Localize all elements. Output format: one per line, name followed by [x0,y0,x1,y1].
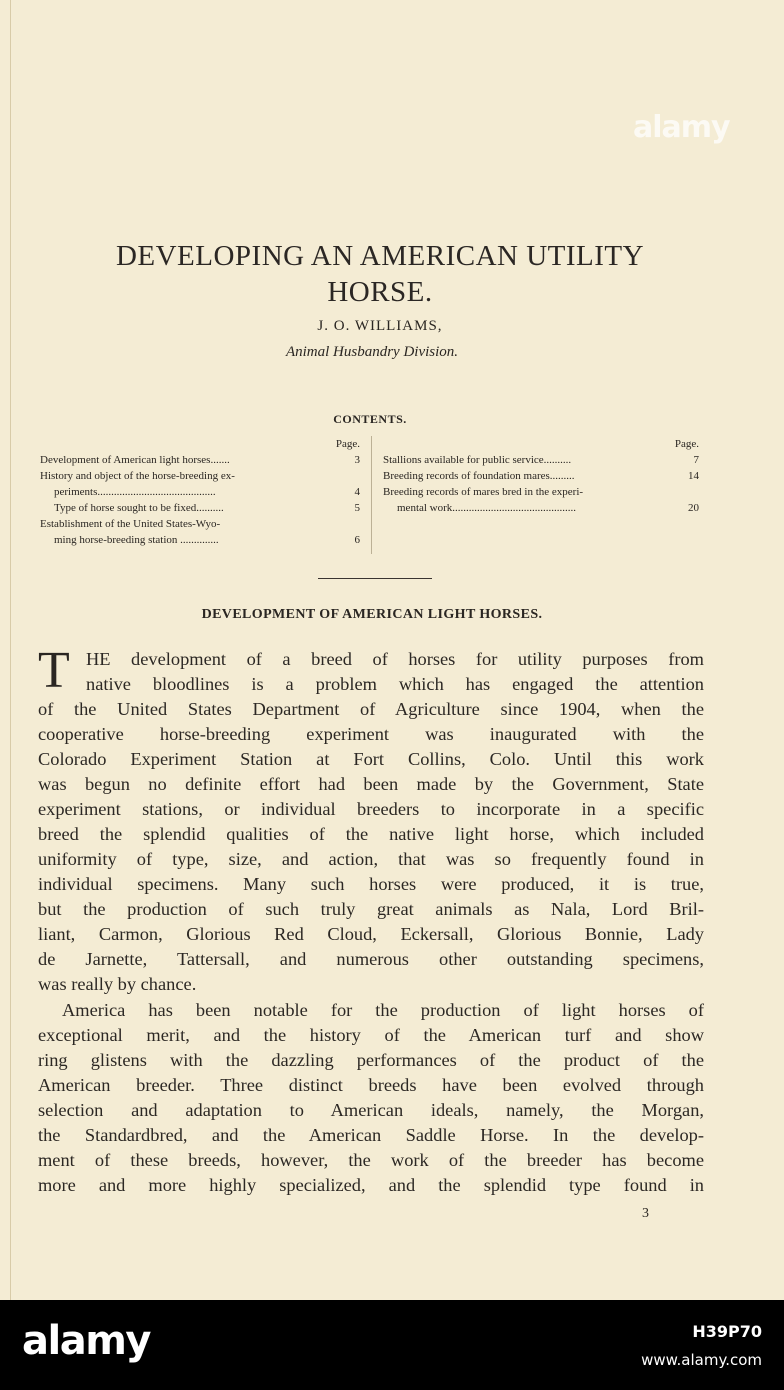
paragraph-line: America has been notable for the production of light horses of [62,1000,704,1020]
toc-right-column [383,436,703,516]
paragraph-line: individual specimens. Many such horses were produced, it is true, [38,874,704,894]
toc-entry [383,484,703,500]
toc-entry-text: mental work............................................. [397,502,577,514]
author-name: J. O. WILLIAMS, [317,318,443,334]
toc-entry [40,500,360,516]
toc-entry-page: 6 [354,534,360,546]
paragraph-line: the Standardbred, and the American Saddle Horse. In the develop- [38,1125,704,1145]
section-heading: DEVELOPMENT OF AMERICAN LIGHT HORSES. [201,607,543,622]
paragraph-line: but the production of such truly great animals as Nala, Lord Bril- [38,899,704,919]
toc-entry-page: 5 [354,502,360,514]
drop-cap: T [38,642,70,699]
toc-entry-text: Development of American light horses....... [40,454,230,466]
toc-entry [40,516,360,532]
toc-left-column [40,436,360,548]
toc-entry-page: 7 [693,454,699,466]
toc-entry [383,452,703,468]
paragraph-line: breed the splendid qualities of the native light horse, which included [38,824,704,844]
paragraph-line: cooperative horse-breeding experiment was inaugurated with the [38,724,704,744]
toc-divider [371,436,372,554]
scan-edge-line [10,0,11,1300]
body-paragraph-2 [38,998,704,1198]
paragraph-line: American breeder. Three distinct breeds have been evolved through [38,1075,704,1095]
paragraph-line: was really by chance. [38,974,197,994]
footer-logo: alamy [22,1318,150,1364]
paragraph-line: of the United States Department of Agriculture since 1904, when the [38,699,704,719]
toc-entry-page: 14 [688,470,699,482]
toc-entry-page: 3 [354,454,360,466]
toc-entry-page: 20 [688,502,699,514]
toc-entry [383,468,703,484]
toc-entry-text: History and object of the horse-breeding ex- [40,470,235,482]
footer-image-id: H39P70 [692,1322,762,1341]
paragraph-line: was begun no definite effort had been made by the Government, State [38,774,704,794]
footer-url: www.alamy.com [641,1351,762,1369]
toc-entry-text: Breeding records of foundation mares......... [383,470,575,482]
toc-entry-text: Stallions available for public service.......... [383,454,572,466]
section-rule [318,578,432,579]
toc-entry [40,484,360,500]
toc-page-header: Page. [335,438,360,450]
toc-entry [40,532,360,548]
author-division: Animal Husbandry Division. [285,344,459,360]
paragraph-line: Colorado Experiment Station at Fort Collins, Colo. Until this work [38,749,704,769]
paragraph-line: more and more highly specialized, and the splendid type found in [38,1175,704,1195]
document-title-line-1: DEVELOPING AN AMERICAN UTILITY [115,240,645,272]
toc-entry-text: Breeding records of mares bred in the experi- [383,486,584,498]
paragraph-line: HE development of a breed of horses for utility purposes from [86,649,704,669]
page-number: 3 [642,1206,649,1221]
toc-entry [383,500,703,516]
toc-entry-text: Type of horse sought to be fixed.......... [54,502,224,514]
body-paragraph-1 [38,642,704,997]
paragraph-line: de Jarnette, Tattersall, and numerous other outstanding specimens, [38,949,704,969]
toc-entry-page: 4 [354,486,360,498]
toc-entry-text: Establishment of the United States-Wyo- [40,518,221,530]
paragraph-line: selection and adaptation to American ideals, namely, the Morgan, [38,1100,704,1120]
watermark-logo: alamy [633,110,730,145]
paragraph-line: exceptional merit, and the history of the American turf and show [38,1025,704,1045]
toc-entry [40,468,360,484]
toc-page-header: Page. [674,438,699,450]
paragraph-line: uniformity of type, size, and action, that was so frequently found in [38,849,704,869]
document-title-line-2: HORSE. [327,276,433,308]
paragraph-line: ring glistens with the dazzling performances of the product of the [38,1050,704,1070]
toc-entry [40,452,360,468]
contents-heading: CONTENTS. [333,412,407,426]
paragraph-line: native bloodlines is a problem which has engaged the attention [86,674,704,694]
paragraph-line: ment of these breeds, however, the work of the breeder has become [38,1150,704,1170]
toc-entry-text: ming horse-breeding station .............. [54,534,219,546]
toc-entry-text: periments........................................... [54,486,216,498]
paragraph-line: liant, Carmon, Glorious Red Cloud, Eckersall, Glorious Bonnie, Lady [38,924,704,944]
paragraph-line: experiment stations, or individual breeders to incorporate in a specific [38,799,704,819]
